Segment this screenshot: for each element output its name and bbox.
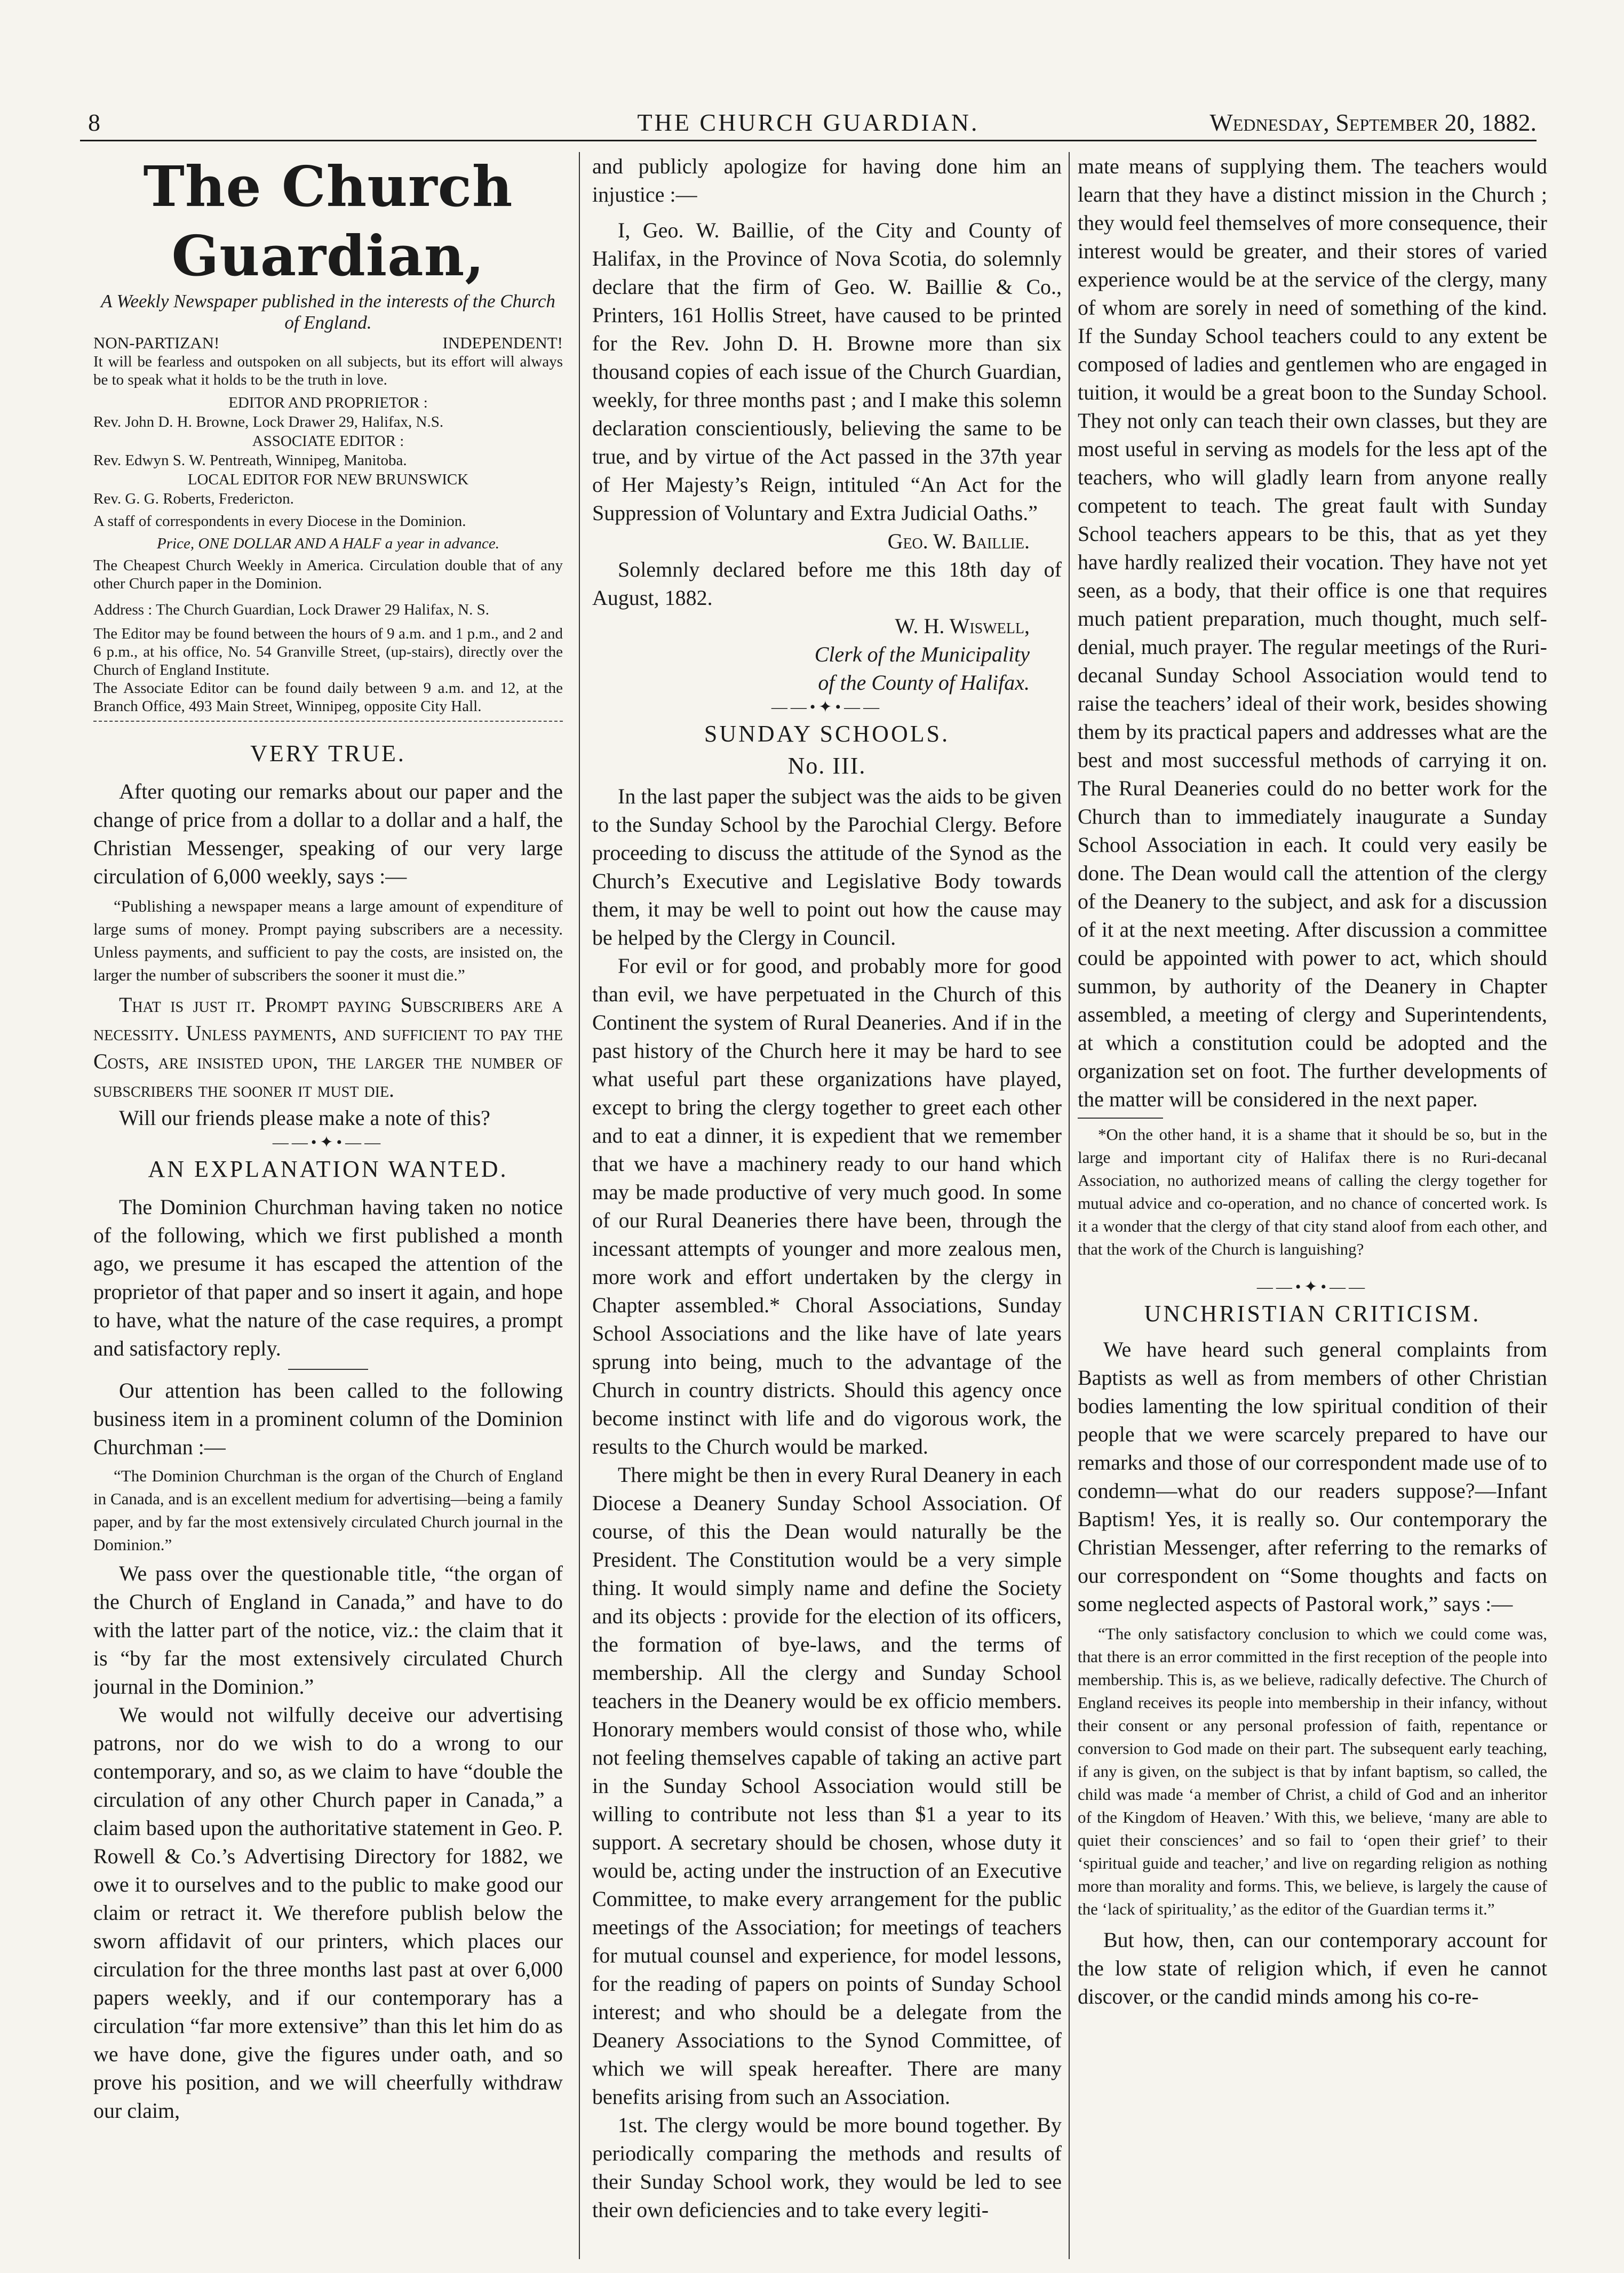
price-note: Price, ONE DOLLAR AND A HALF a year in advance. <box>157 535 499 552</box>
page-number: 8 <box>88 109 100 136</box>
very-true-p3: Will our friends please make a note of this? <box>119 1106 490 1130</box>
running-title: THE CHURCH GUARDIAN. <box>637 109 980 136</box>
affidavit-signature: Geo. W. Baillie. <box>887 529 1030 553</box>
assoc-editor-label: ASSOCIATE EDITOR : <box>252 433 404 450</box>
independent-label: INDEPENDENT! <box>442 333 563 352</box>
column-2 <box>592 152 1062 2259</box>
explanation-p4: We would not wilfully deceive our advertising patrons, nor do we wish to do a wrong to our contemporary, and so, as we claim to have “double the circulation of any other Church paper in Canada,” a claim based upon the authoritative statement in Geo. P. Rowell & Co.’s Advertising Directory for 1882, we owe it to ourselves and to the public to make good our claim or retract it. We therefore publish below the sworn affidavit of our printers, which places our circulation for the three months last past at over 6,000 papers weekly, and if our contemporary has a circulation “far more extensive” than this let him do as we have done, give the figures under oath, and so prove his position, and we will cheerfully withdraw our claim, <box>93 1703 563 2123</box>
ornament-divider: ——•✦•—— <box>1256 1278 1368 1296</box>
very-true-p2: That is just it. Prompt paying Subscribers are a necessity. Unless payments, and sufficient to pay the Costs, are insisted upon, the larger the number of subscribers the sooner it must die. <box>93 993 563 1102</box>
explanation-quote: “The Dominion Churchman is the organ of the Church of England in Canada, and is an excellent medium for advertising—being a family paper, and by far the most extensively circulated Church journal in the Dominion.” <box>93 1466 563 1554</box>
nonpartizan-label: NON-PARTIZAN! <box>93 333 220 352</box>
article-number: No. III. <box>787 753 866 779</box>
explanation-p2: Our attention has been called to the following business item in a prominent column of the Dominion Churchman :— <box>93 1378 563 1459</box>
head-rule <box>80 140 1537 141</box>
criticism-p1: We have heard such general complaints from Baptists as well as from members of other Christian bodies lamenting the low spiritual condition of their people that we were scarcely prepared to have our remarks and those of our correspondent made use of to condemn—what do our readers suppose?—Infant Baptism! Yes, it is really so. Our contemporary the Christian Messenger, after referring to the remarks of our correspondent on “Some thoughts and facts on some neglected aspects of Pastoral work,” says :— <box>1078 1337 1547 1616</box>
assoc-editor-name: Rev. Edwyn S. W. Pentreath, Winnipeg, Manitoba. <box>93 452 407 469</box>
very-true-quote: “Publishing a newspaper means a large amount of expenditure of large sums of money. Prompt paying subscribers are a necessity. Unless payments, and sufficient to pay the costs, are insisted on, the larger the number of subscribers the sooner it must die.” <box>93 897 563 984</box>
declared-line: Solemnly declared before me this 18th day of August, 1882. <box>592 557 1062 610</box>
heading-sunday-schools: SUNDAY SCHOOLS. <box>704 721 950 747</box>
column-1 <box>93 152 563 2259</box>
clerk-name: W. H. Wiswell, <box>895 614 1030 638</box>
heading-explanation: AN EXPLANATION WANTED. <box>148 1156 508 1182</box>
criticism-p2: But how, then, can our contemporary account for the low state of religion which, if even he cannot discover, or the candid minds among his co-re- <box>1078 1928 1547 2008</box>
sunday-p4: 1st. The clergy would be more bound together. By periodically comparing the methods and results of their Sunday School work, they would be led to see their own deficiencies and to take every legiti- <box>592 2113 1062 2222</box>
local-editor-name: Rev. G. G. Roberts, Fredericton. <box>93 490 294 507</box>
clerk-title-1: Clerk of the Municipality <box>814 642 1030 666</box>
sunday-p1: In the last paper the subject was the aids to be given to the Sunday School by the Parochial Clergy. Before proceeding to discuss the attitude of the Synod as the Church’s Executive and Legislative Body towards them, it may be well to point out how the cause may be helped by the Clergy in Council. <box>592 784 1062 950</box>
address-line: Address : The Church Guardian, Lock Drawer 29 Halifax, N. S. <box>93 601 489 618</box>
issue-date: Wednesday, September 20, 1882. <box>1209 109 1537 136</box>
masthead-rule <box>93 721 563 722</box>
masthead-tagline <box>93 333 563 353</box>
affidavit: I, Geo. W. Baillie, of the City and County of Halifax, in the Province of Nova Scotia, do solemnly declare that the firm of Geo. W. Baillie & Co., Printers, 161 Hollis Street, have caused to be printed for the Rev. John D. H. Browne more than six thousand copies of each issue of the Church Guardian, weekly, for three months past ; and I make this solemn declaration conscientiously, believing the same to be true, and by virtue of the Act passed in the 37th year of Her Majesty’s Reign, intituled “An Act for the Suppression of Voluntary and Extra Judicial Oaths.” <box>592 218 1062 525</box>
clerk-title-2: of the County of Halifax. <box>818 671 1030 695</box>
explanation-p1: The Dominion Churchman having taken no notice of the following, which we first published a month ago, we presume it has escaped the attention of the proprietor of that paper and so insert it again, and hope to have, what the nature of the case requires, a prompt and satisfactory reply. <box>93 1195 563 1360</box>
office-hours: The Editor may be found between the hours of 9 a.m. and 1 p.m., and 2 and 6 p.m., at his office, No. 54 Granville Street, (up-stairs), directly over the Church of England Institute. <box>93 625 563 679</box>
very-true-p1: After quoting our remarks about our paper and the change of price from a dollar to a dollar and a half, the Christian Messenger, speaking of our very large circulation of 6,000 weekly, says :— <box>93 779 563 888</box>
apology-line: and publicly apologize for having done him an injustice :— <box>592 154 1062 206</box>
short-rule <box>288 1369 368 1370</box>
ornament-divider: ——•✦•—— <box>771 698 883 716</box>
masthead-motto: It will be fearless and outspoken on all subjects, but its effort will always be to speak what it holds to be the truth in love. <box>93 353 563 388</box>
column-divider <box>579 152 580 2259</box>
criticism-quote: “The only satisfactory conclusion to which we could come was, that there is an error committed in the first reception of the people into membership. This is, as we believe, radically defective. The Church of England receives its people into membership in their infancy, without their consent or any personal profession of faith, repentance or conversion to God made on their part. The subsequent early teaching, if any is given, on the subject is that by infant baptism, so called, the child was made ‘a member of Christ, a child of God and an inheritor of the Kingdom of Heaven.’ With this, we believe, ‘many are able to quiet their consciences’ and so fail to ‘open their grief’ to their ‘spiritual guide and teacher,’ and live on regarding religion as nothing more than morality and forms. This, we believe, is largely the cause of the ‘lack of spirituality,’ as the editor of the Guardian terms it.” <box>1078 1624 1547 1918</box>
heading-unchristian: UNCHRISTIAN CRITICISM. <box>1144 1301 1481 1327</box>
masthead-subtitle: A Weekly Newspaper published in the interests of the Church of England. <box>101 291 555 333</box>
sunday-p2: For evil or for good, and probably more for good than evil, we have perpetuated in the Church of this Continent the system of Rural Deaneries. And if in the past history of the Church here it may be hard to see what useful part these organizations have played, except to bring the clergy together to greet each other and to eat a dinner, it is expedient that we remember that we have a machinery ready to our hand which may be made productive of very much good. In some of our Rural Deaneries there have been, through the incessant attempts of younger and more zealous men, more work and effort undertaken by the clergy in Chapter assembled.* Choral Associations, Sunday School Associations and the like have of late years sprung into being, much to the advantage of the Church in country districts. Should this agency once become instinct with life and do vigorous work, the results to the Church would be marked. <box>592 954 1062 1458</box>
column-3 <box>1078 152 1547 2259</box>
staff-note: A staff of correspondents in every Diocese in the Dominion. <box>93 513 466 530</box>
circulation-note: The Cheapest Church Weekly in America. Circulation double that of any other Church paper in the Dominion. <box>93 557 563 592</box>
editor-label: EDITOR AND PROPRIETOR : <box>228 394 428 411</box>
heading-very-true: VERY TRUE. <box>250 740 406 767</box>
footnote: *On the other hand, it is a shame that it should be so, but in the large and important city of Halifax there is no Ruri-decanal Association, no authorized means of calling the clergy together for mutual advice and co-operation, and no chance of concerted work. Is it a wonder that the clergy of that city stand aloof from each other, and that the work of the Church is languishing? <box>1078 1125 1547 1258</box>
masthead-title: The Church Guardian, <box>143 154 513 289</box>
editor-name: Rev. John D. H. Browne, Lock Drawer 29, Halifax, N.S. <box>93 413 444 430</box>
sunday-p3: There might be then in every Rural Deanery in each Diocese a Deanery Sunday School Association. Of course, of this the Dean would naturally be the President. The Constitution would be a very simple thing. It would simply name and define the Society and its objects : provide for the election of its officers, the formation of bye-laws, and the terms of membership. All the clergy and Sunday School teachers in the Deanery would be ex officio members. Honorary members would consist of those who, while not feeling themselves capable of taking an active part in the Sunday School Association would still be willing to contribute not less than $1 a year to its support. A secretary should be chosen, whose duty it would be, acting under the instruction of an Executive Committee, to make every arrangement for the public meetings of the Association; for meetings of teachers for mutual counsel and experience, for model lessons, for the reading of papers on points of Sunday School interest; and who should be a delegate from the Deanery Associations to the Synod Committee, of which we will speak hereafter. There are many benefits arising from such an Association. <box>592 1463 1062 2109</box>
running-head <box>80 104 1537 141</box>
footnote-rule <box>1078 1118 1163 1119</box>
sunday-continued: mate means of supplying them. The teachers would learn that they have a distinct mission in the Church ; they would feel themselves of more consequence, their interest would be greater, and their stores of varied experience would be at the service of the clergy, many of whom are sorely in need of something of the kind. If the Sunday School teachers could to any extent be composed of ladies and gentlemen who are engaged in tuition, it would be a great boon to the Sunday School. They not only can teach their own classes, but they are most useful in serving as models for the less apt of the teachers, who will gladly learn from anyone really competent to teach. The great fault with Sunday School teachers appears to be this, that as yet they have hardly realized their vocation. They have not yet seen, as a body, that their office is one that requires much patient preparation, much thought, much self-denial, much prayer. The regular meetings of the Ruri-decanal Sunday School Association would tend to raise the teachers’ ideal of their work, besides showing them by its practical papers and addresses what are the best and most successful methods of carrying it on. The Rural Deaneries could do no better work for the Church than to immediately inaugurate a Sunday School Association in each. It could very easily be done. The Dean would call the attention of the clergy of the Deanery to the subject, and ask for a discussion of it at the next meeting. After discussion a committee could be appointed with power to act, which should summon, by authority of the Deanery in Chapter assembled, a meeting of clergy and Superintendents, at which a constitution could be adopted and the organization set on foot. The further developments of the matter will be considered in the next paper. <box>1078 154 1547 1111</box>
ornament-divider: ——•✦•—— <box>272 1134 384 1151</box>
explanation-p3: We pass over the questionable title, “the organ of the Church of England in Canada,” and have to do with the latter part of the notice, viz.: the claim that it is “by far the most extensively circulated Church journal in the Dominion.” <box>93 1561 563 1698</box>
local-editor-label: LOCAL EDITOR FOR NEW BRUNSWICK <box>187 471 469 488</box>
branch-hours: The Associate Editor can be found daily between 9 a.m. and 12, at the Branch Office, 493 Main Street, Winnipeg, opposite City Hall. <box>93 680 563 715</box>
column-divider <box>1069 152 1070 2259</box>
